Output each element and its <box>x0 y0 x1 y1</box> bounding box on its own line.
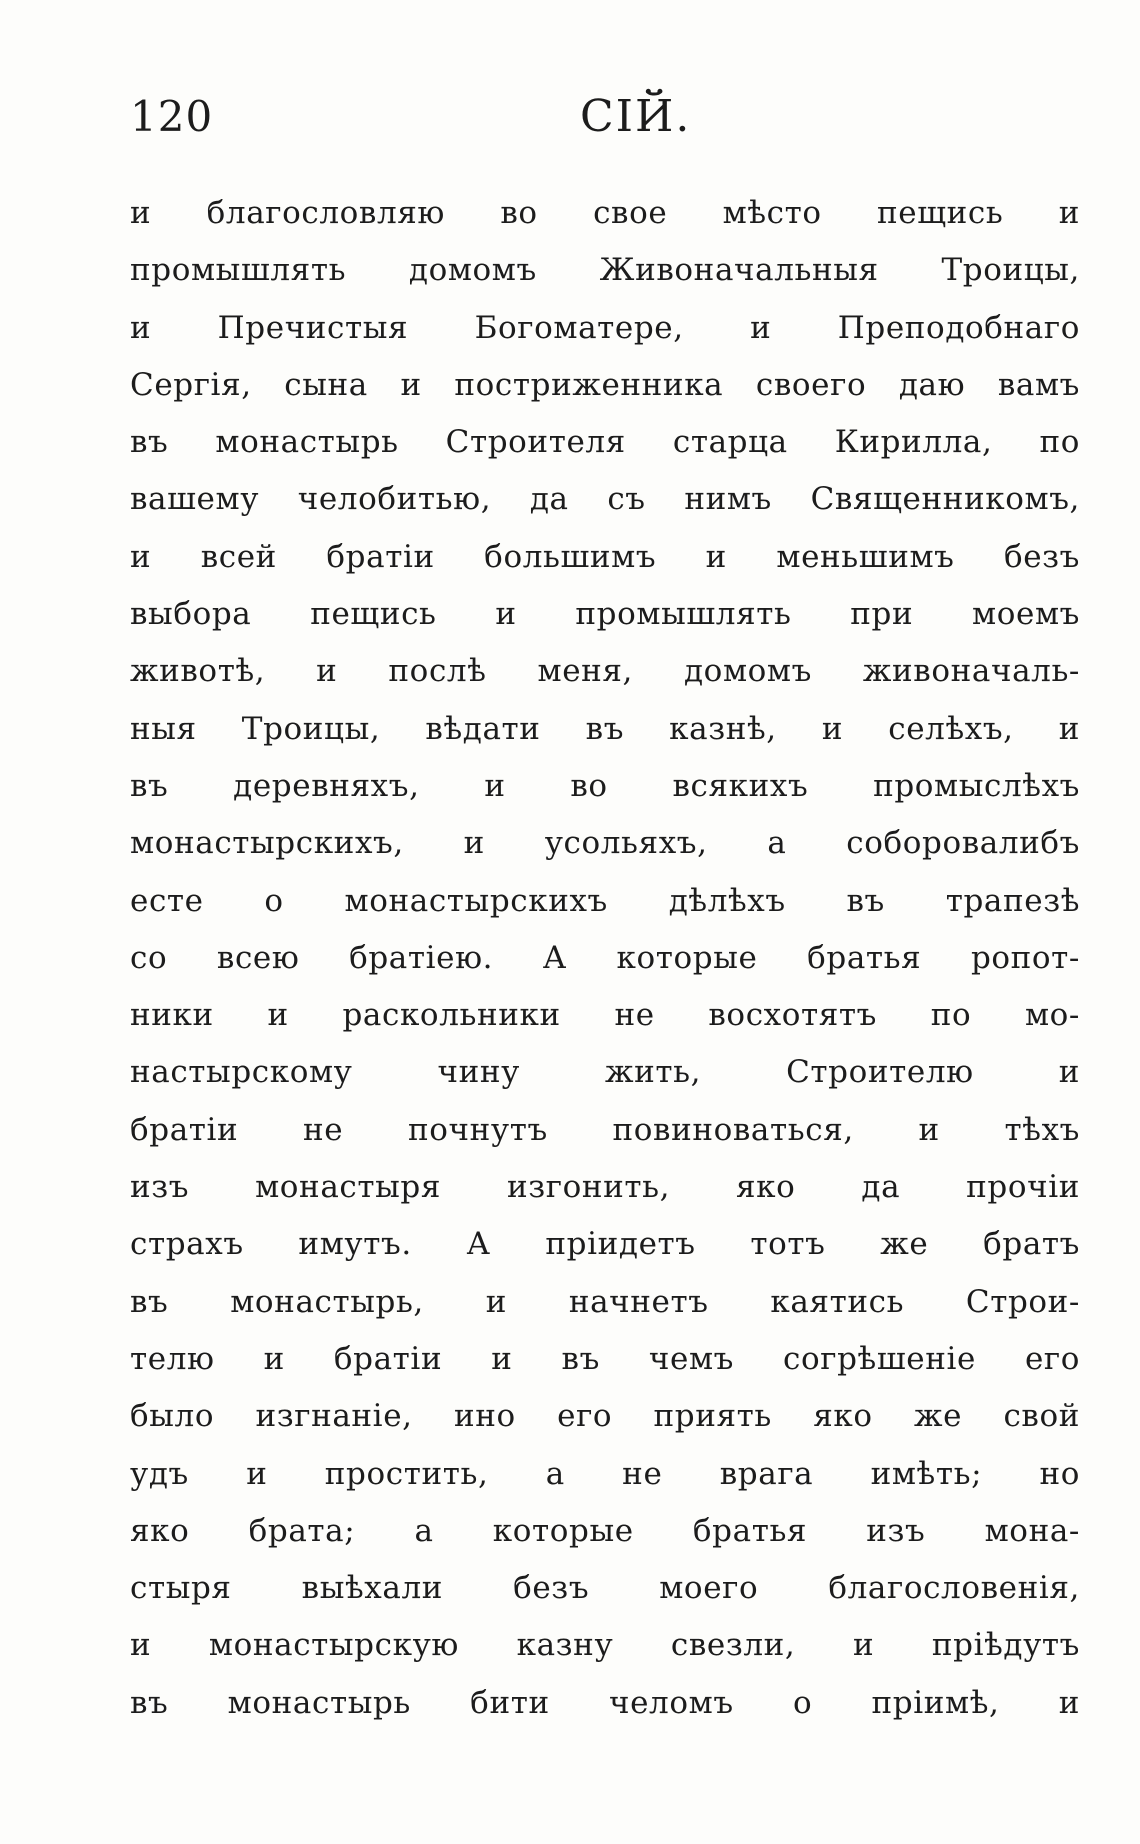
text-line: промышлять домомъ Живоначальныя Троицы, <box>130 252 1080 289</box>
text-line: и всей братіи большимъ и меньшимъ безъ <box>130 538 1080 575</box>
text-line: есте о монастырскихъ дѣлѣхъ въ трапезѣ <box>130 882 1080 919</box>
text-line: стыря выѣхали безъ моего благословенія, <box>130 1570 1080 1607</box>
text-line: въ монастырь Строителя старца Кирилла, по <box>130 424 1080 461</box>
text-line: и монастырскую казну свезли, и пріѣдутъ <box>130 1627 1080 1664</box>
page-number: 120 <box>130 92 214 141</box>
text-line: изъ монастыря изгонить, яко да прочіи <box>130 1169 1080 1206</box>
text-line: животѣ, и послѣ меня, домомъ живоначаль- <box>130 653 1080 690</box>
text-line: ники и раскольники не восхотятъ по мо- <box>130 997 1080 1034</box>
text-line: со всею братіею. А которые братья ропот- <box>130 939 1080 976</box>
text-line: вашему челобитью, да съ нимъ Священникомъ, <box>130 481 1080 518</box>
text-line: настырскому чину жить, Строителю и <box>130 1054 1080 1091</box>
text-line: въ монастырь бити челомъ о пріимѣ, и <box>130 1684 1080 1721</box>
text-line: въ деревняхъ, и во всякихъ промыслѣхъ <box>130 767 1080 804</box>
text-line: ныя Троицы, вѣдати въ казнѣ, и селѣхъ, и <box>130 710 1080 747</box>
text-line: было изгнаніе, ино его приять яко же свой <box>130 1398 1080 1435</box>
text-line: страхъ имутъ. А пріидетъ тотъ же братъ <box>130 1226 1080 1263</box>
text-line: Сергія, сына и постриженника своего даю вамъ <box>130 366 1080 403</box>
text-line: и Пречистыя Богоматере, и Преподобнаго <box>130 309 1080 346</box>
text-line: братіи не почнутъ повиноваться, и тѣхъ <box>130 1111 1080 1148</box>
page-header <box>130 82 1080 152</box>
text-line: монастырскихъ, и усольяхъ, а соборовалибъ <box>130 825 1080 862</box>
body-text <box>130 185 1080 1732</box>
text-line: выбора пещись и промышлять при моемъ <box>130 596 1080 633</box>
running-head: СІЙ. <box>580 91 692 142</box>
text-line: удъ и простить, а не врага имѣть; но <box>130 1455 1080 1492</box>
text-line: въ монастырь, и начнетъ каятись Строи- <box>130 1283 1080 1320</box>
text-line: и благословляю во свое мѣсто пещись и <box>130 195 1080 231</box>
text-line: яко брата; а которые братья изъ мона- <box>130 1512 1080 1549</box>
text-line: телю и братіи и въ чемъ согрѣшеніе его <box>130 1340 1080 1377</box>
